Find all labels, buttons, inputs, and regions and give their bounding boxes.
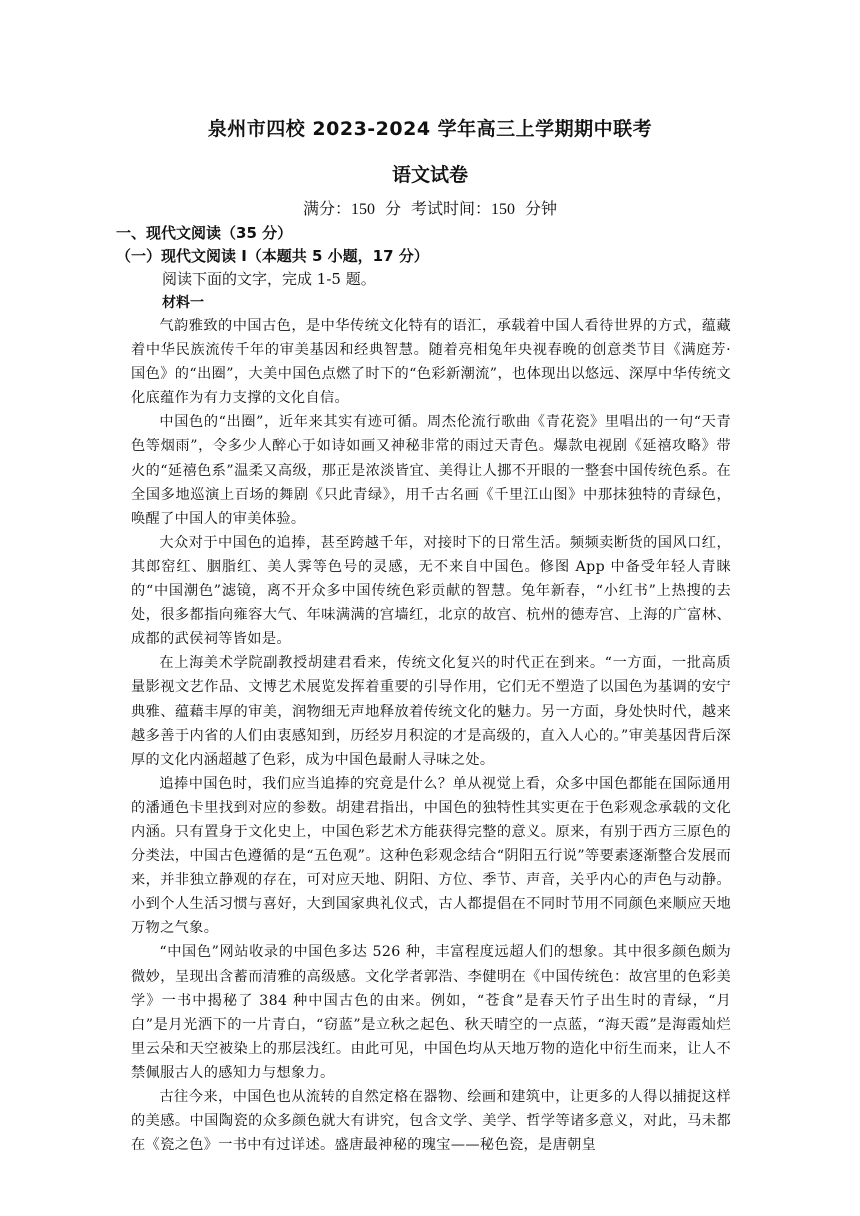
passage-paragraph: 中国色的“出圈”，近年来其实有迹可循。周杰伦流行歌曲《青花瓷》里唱出的一句“天青色等烟雨”，令多少人醉心于如诗如画又神秘非常的雨过天青色。爆款电视剧《延禧攻略》带火的“延禧色系”温柔又高级，那正是浓淡皆宜、美得让人挪不开眼的一整套中国传统色系。在全国多地巡演上百场的舞剧《只此青绿》，用千古名画《千里江山图》中那抹独特的青绿色，唤醒了中国人的审美体验。 xyxy=(131,414,731,527)
passage-paragraph: 大众对于中国色的追捧，甚至跨越千年，对接时下的日常生活。频频卖断货的国风口红，其郎窑红、胭脂红、美人霁等色号的灵感，无不来自中国色。修图 App 中备受年轻人青睐的“中国潮色”滤镜，离不开众多中国传统色彩贡献的智慧。兔年新春，“小红书”上热搜的去处，很多都指向雍容大气、年味满满的宫墙红，北京的故宫、杭州的德寿宫、上海的广富林、成都的武侯祠等皆如是。 xyxy=(131,534,731,648)
section-subheading-reading1: （一）现代文阅读 I（本题共 5 小题，17 分） xyxy=(116,247,429,265)
score-time-line: 满分：150 分 考试时间：150 分钟 xyxy=(302,201,557,218)
passage-paragraph: 追捧中国色时，我们应当追捧的究竟是什么？单从视觉上看，众多中国色都能在国际通用的潘通色卡里找到对应的参数。胡建君指出，中国色的独特性其实更在于色彩观念承载的文化内涵。只有置身于文化史上，中国色彩艺术方能获得完整的意义。原来，有别于西方三原色的分类法，中国古色遵循的是“五色观”。这种色彩观念结合“阴阳五行说”等要素逐渐整合发展而来，并非独立静观的存在，可对应天地、阴阳、方位、季节、声音，关乎内心的声色与动静。小到个人生活习惯与喜好，大到国家典礼仪式，古人都提倡在不同时节用不同颜色来顺应天地万物之气象。 xyxy=(131,775,731,937)
exam-subtitle: 语文试卷 xyxy=(391,164,468,186)
passage-body xyxy=(131,314,731,1157)
material-label: 材料一 xyxy=(162,295,204,311)
passage-paragraph: 在上海美术学院副教授胡建君看来，传统文化复兴的时代正在到来。“一方面，一批高质量影视文艺作品、文博艺术展览发挥着重要的引导作用，它们无不塑造了以国色为基调的安宁典雅、蕴藉丰厚的审美，润物细无声地释放着传统文化的魅力。另一方面，身处快时代，越来越多善于内省的人们由衷感知到，历经岁月积淀的才是高级的，直入人心的。”审美基因背后深厚的文化内涵超越了色彩，成为中国色最耐人寻味之处。 xyxy=(131,655,731,768)
reading-instruction: 阅读下面的文字，完成 1-5 题。 xyxy=(162,270,376,288)
passage-paragraph: 古往今来，中国色也从流转的自然定格在器物、绘画和建筑中，让更多的人得以捕捉这样的美感。中国陶瓷的众多颜色就大有讲究，包含文学、美学、哲学等诸多意义，对此，马未都在《瓷之色》一书中有过详述。盛唐最神秘的瑰宝——秘色瓷，是唐朝皇 xyxy=(131,1089,731,1154)
passage-paragraph: “中国色”网站收录的中国色多达 526 种，丰富程度远超人们的想象。其中很多颜色颇为微妙，呈现出含蓄而清雅的高级感。文化学者郭浩、李健明在《中国传统色：故宫里的色彩美学》一书中揭秘了 384 种中国古色的由来。例如，“苍食”是春天竹子出生时的青绿，“月白”是月光洒下的一片青白，“窃蓝”是立秋之起色、秋天晴空的一点蓝，“海天霞”是海霞灿烂里云朵和天空被染上的那层浅红。由此可见，中国色均从天地万物的造化中衍生而来，让人不禁佩服古人的感知力与想象力。 xyxy=(131,944,731,1081)
passage-paragraph: 气韵雅致的中国古色，是中华传统文化特有的语汇，承载着中国人看待世界的方式，蕴藏着中华民族流传千年的审美基因和经典智慧。随着亮相兔年央视春晚的创意类节目《满庭芳·国色》的“出圈”，大美中国色点燃了时下的“色彩新潮流”，也体现出以悠远、深厚中华传统文化底蕴作为有力支撑的文化自信。 xyxy=(131,318,731,407)
exam-title: 泉州市四校 2023-2024 学年高三上学期期中联考 xyxy=(207,118,653,140)
section-heading-part1: 一、现代文阅读（35 分） xyxy=(116,224,293,242)
